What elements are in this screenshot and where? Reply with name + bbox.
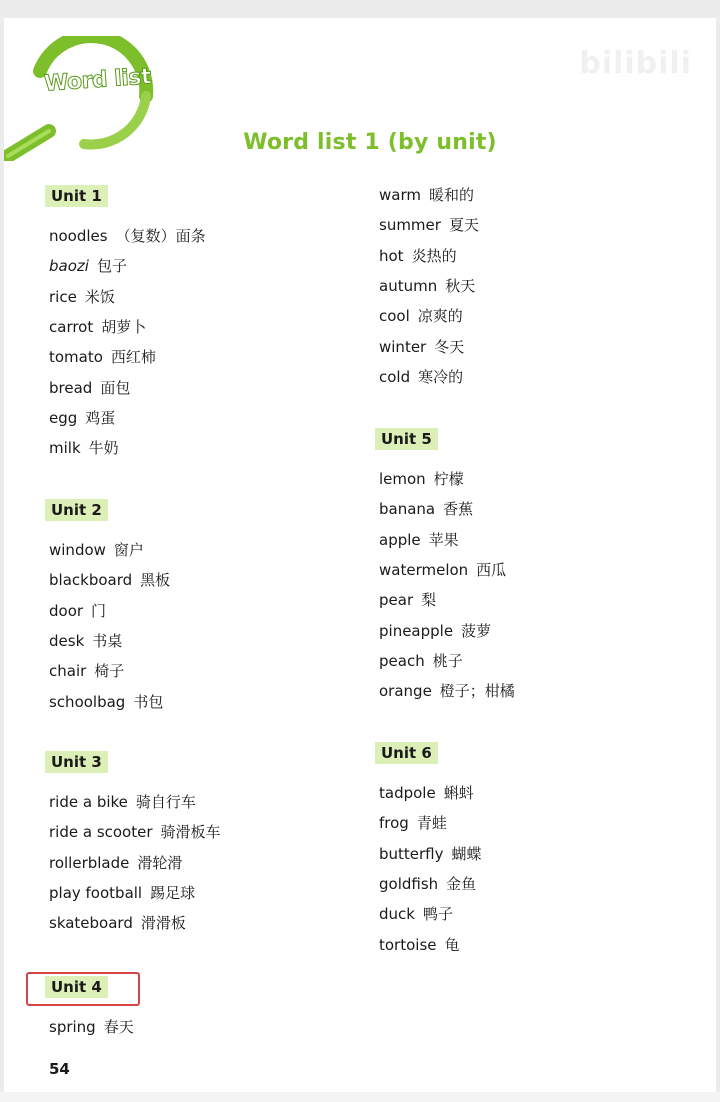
word-entry	[49, 913, 186, 933]
chinese-translation: 鸭子	[422, 905, 453, 924]
word-entry	[49, 601, 106, 621]
english-word: door	[49, 601, 84, 620]
word-entry	[49, 1017, 134, 1037]
word-entry	[379, 560, 506, 580]
chinese-translation: 苹果	[428, 530, 459, 549]
english-word: watermelon	[379, 560, 469, 579]
chinese-translation: 金鱼	[446, 874, 477, 893]
chinese-translation: 菠萝	[461, 621, 492, 640]
textbook-page	[4, 18, 716, 1092]
chinese-translation: 踢足球	[150, 883, 196, 902]
chinese-translation: 橙子；柑橘	[439, 682, 515, 701]
unit-4-highlight-annotation	[26, 972, 140, 1006]
word-entry	[379, 783, 474, 803]
english-word: carrot	[49, 317, 94, 336]
english-word: pear	[379, 591, 414, 610]
english-word: goldfish	[379, 874, 439, 893]
chinese-translation: 滑滑板	[140, 914, 186, 933]
english-word: ride a bike	[49, 793, 128, 811]
word-entry	[49, 347, 156, 367]
word-list-badge-label: Word list	[43, 64, 152, 97]
word-entry	[49, 438, 119, 458]
english-word: bread	[49, 378, 93, 397]
english-word: tomato	[49, 348, 103, 367]
chinese-translation: 滑轮滑	[137, 853, 183, 872]
chinese-translation: 夏天	[448, 216, 479, 235]
english-word: skateboard	[49, 914, 133, 933]
word-entry	[49, 692, 163, 712]
english-word: spring	[49, 1018, 96, 1036]
chinese-translation: （复数）面条	[115, 227, 206, 245]
chinese-translation: 西红柿	[110, 348, 156, 367]
chinese-translation: 门	[91, 601, 107, 620]
english-word: summer	[379, 216, 441, 235]
word-entry	[379, 215, 479, 235]
english-word: hot	[379, 246, 404, 265]
word-entry	[49, 631, 122, 651]
chinese-translation: 黑板	[140, 571, 171, 590]
english-word: schoolbag	[49, 692, 126, 711]
english-word: orange	[379, 682, 432, 701]
bilibili-watermark: bilibili	[579, 46, 692, 81]
english-word: cool	[379, 307, 410, 326]
chinese-translation: 青蛙	[416, 814, 447, 833]
chinese-translation: 梨	[421, 591, 437, 610]
word-entry	[49, 570, 170, 590]
word-entry	[379, 651, 463, 671]
chinese-translation: 米饭	[84, 287, 115, 306]
chinese-translation: 鸡蛋	[85, 408, 116, 427]
word-entry	[49, 883, 195, 903]
english-word: rice	[49, 287, 77, 306]
word-entry	[379, 246, 457, 266]
english-word: butterfly	[379, 844, 444, 863]
english-word: pineapple	[379, 621, 454, 640]
page-title: Word list 1 (by unit)	[243, 130, 497, 155]
word-entry	[49, 792, 196, 812]
english-word: window	[49, 541, 106, 559]
word-entry	[379, 499, 473, 519]
english-word: chair	[49, 662, 87, 681]
word-entry	[49, 661, 124, 681]
english-word: ride a scooter	[49, 823, 153, 842]
english-word: milk	[49, 439, 81, 458]
english-word: apple	[379, 530, 421, 549]
chinese-translation: 桃子	[432, 651, 463, 670]
english-word: egg	[49, 408, 78, 427]
english-word: baozi	[49, 257, 89, 276]
chinese-translation: 炎热的	[411, 246, 457, 265]
word-entry	[379, 844, 482, 864]
english-word: noodles	[49, 227, 108, 245]
english-word: cold	[379, 367, 411, 386]
chinese-translation: 柠檬	[433, 470, 464, 488]
word-entry	[49, 287, 115, 307]
unit-label: Unit 5	[375, 428, 438, 450]
chinese-translation: 椅子	[94, 662, 125, 681]
word-entry	[49, 822, 221, 842]
english-word: tortoise	[379, 935, 437, 954]
chinese-translation: 蝴蝶	[451, 844, 482, 863]
word-entry	[49, 408, 115, 428]
word-entry	[379, 306, 463, 326]
word-entry	[379, 530, 459, 550]
english-word: blackboard	[49, 571, 133, 590]
word-entry	[49, 226, 206, 246]
word-entry	[379, 367, 463, 387]
english-word: desk	[49, 631, 85, 650]
english-word: warm	[379, 186, 421, 204]
english-word: autumn	[379, 276, 438, 295]
word-entry	[379, 813, 447, 833]
chinese-translation: 秋天	[445, 276, 476, 295]
chinese-translation: 牛奶	[88, 439, 119, 458]
chinese-translation: 骑滑板车	[160, 823, 221, 842]
chinese-translation: 包子	[96, 257, 127, 276]
word-entry	[379, 904, 453, 924]
chinese-translation: 书包	[133, 692, 164, 711]
word-entry	[49, 853, 182, 873]
chinese-translation: 冬天	[434, 337, 465, 356]
word-entry	[379, 276, 475, 296]
chinese-translation: 香蕉	[443, 500, 474, 519]
word-entry	[49, 256, 127, 276]
chinese-translation: 骑自行车	[135, 793, 196, 811]
word-entry	[379, 874, 476, 894]
chinese-translation: 寒冷的	[418, 367, 464, 386]
unit-label: Unit 6	[375, 742, 438, 764]
english-word: peach	[379, 651, 425, 670]
chinese-translation: 西瓜	[476, 560, 507, 579]
page-number: 54	[49, 1060, 70, 1078]
word-entry	[379, 935, 460, 955]
chinese-translation: 书桌	[92, 631, 123, 650]
english-word: tadpole	[379, 784, 436, 802]
unit-label: Unit 4	[45, 976, 108, 998]
word-entry	[379, 337, 464, 357]
word-entry	[379, 469, 464, 489]
word-entry	[49, 317, 146, 337]
word-entry	[379, 185, 474, 205]
chinese-translation: 凉爽的	[417, 307, 463, 326]
english-word: rollerblade	[49, 853, 130, 872]
chinese-translation: 暖和的	[428, 186, 474, 204]
english-word: lemon	[379, 470, 426, 488]
english-word: winter	[379, 337, 427, 356]
chinese-translation: 龟	[444, 935, 460, 954]
unit-label: Unit 2	[45, 499, 108, 521]
word-entry	[379, 590, 436, 610]
word-entry	[49, 540, 144, 560]
english-word: banana	[379, 500, 436, 519]
english-word: duck	[379, 905, 415, 924]
bottom-strip	[0, 1092, 720, 1102]
english-word: play football	[49, 883, 143, 902]
word-entry	[379, 621, 491, 641]
chinese-translation: 春天	[103, 1018, 134, 1036]
unit-label: Unit 1	[45, 185, 108, 207]
chinese-translation: 窗户	[113, 541, 144, 559]
chinese-translation: 蝌蚪	[443, 784, 474, 802]
word-entry	[379, 681, 515, 701]
english-word: frog	[379, 814, 409, 833]
chinese-translation: 胡萝卜	[101, 317, 147, 336]
unit-label: Unit 3	[45, 751, 108, 773]
word-entry	[49, 378, 130, 398]
chinese-translation: 面包	[100, 378, 131, 397]
